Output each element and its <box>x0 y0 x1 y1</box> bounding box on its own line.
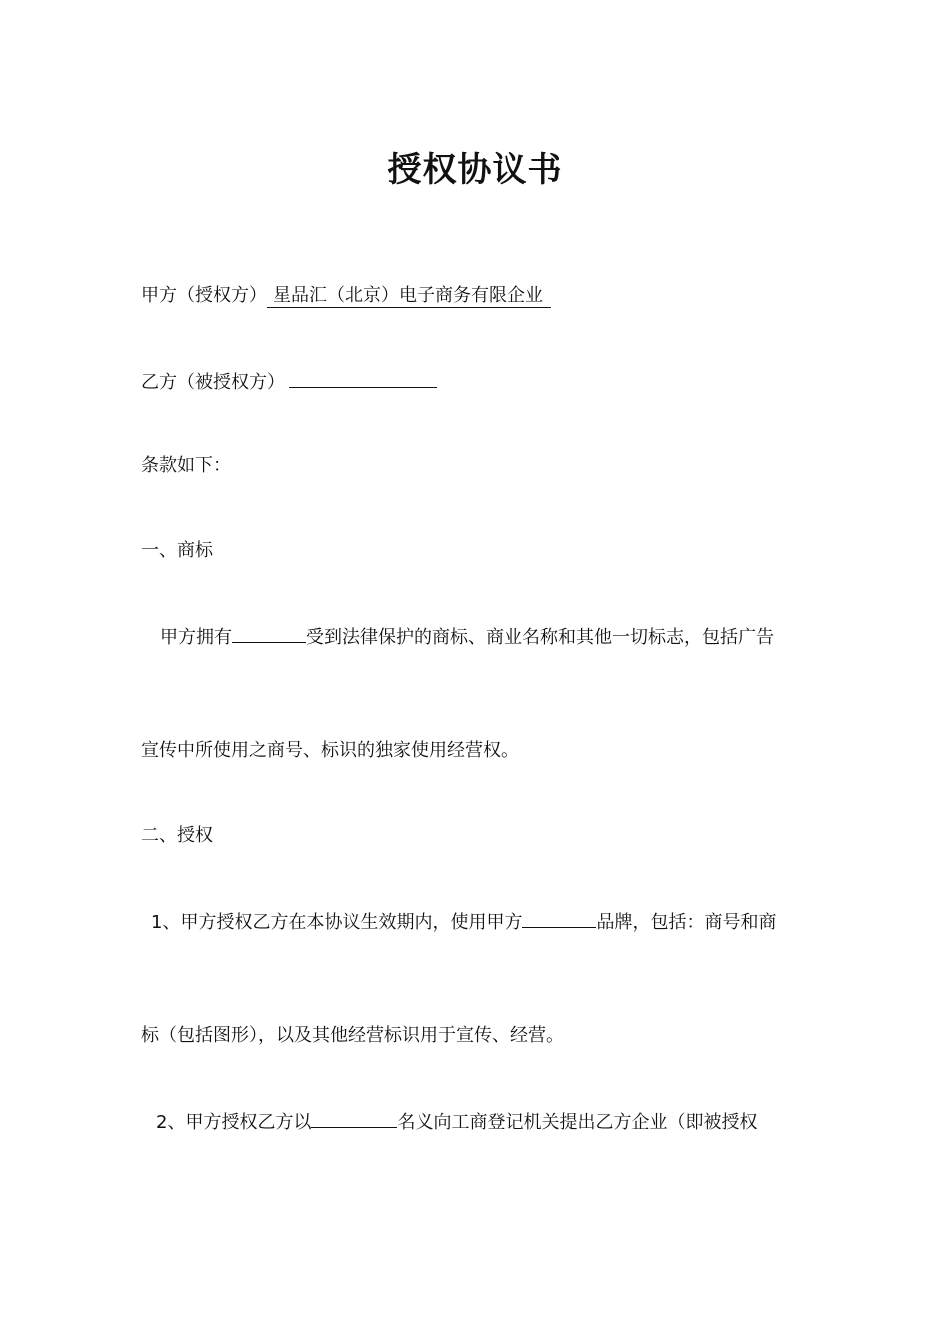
party-a-label: 甲方（授权方） <box>141 285 267 306</box>
section2-item2-line1 <box>156 1109 757 1135</box>
section2-item1-line2: 标（包括图形），以及其他经营标识用于宣传、经营。 <box>141 1025 564 1046</box>
brand-blank <box>522 909 596 928</box>
section1-text-a: 甲方拥有 <box>160 627 232 648</box>
party-b-line <box>141 369 437 395</box>
name-blank <box>311 1109 397 1128</box>
section2-item1-text-a: 1、甲方授权乙方在本协议生效期内，使用甲方 <box>151 912 523 933</box>
section2-item1-line1 <box>151 909 776 935</box>
document-title: 授权协议书 <box>387 150 563 190</box>
section2-item2-text-b: 名义向工商登记机关提出乙方企业（即被授权 <box>397 1112 758 1133</box>
party-a-line <box>141 284 551 308</box>
terms-intro: 条款如下： <box>141 455 231 476</box>
trademark-owner-blank <box>232 624 306 643</box>
section1-heading: 一、商标 <box>141 540 213 561</box>
section2-heading: 二、授权 <box>141 825 213 846</box>
section2-item2-text-a: 2、甲方授权乙方以 <box>156 1112 312 1133</box>
party-a-value: 星品汇（北京）电子商务有限企业 <box>267 285 551 308</box>
party-b-label: 乙方（被授权方） <box>141 372 285 393</box>
section1-text-b: 受到法律保护的商标、商业名称和其他一切标志，包括广告 <box>306 627 774 648</box>
section1-paragraph-line1 <box>160 624 774 650</box>
party-b-blank <box>289 369 437 388</box>
section2-item1-text-b: 品牌，包括：商号和商 <box>596 912 777 933</box>
section1-paragraph-line2: 宣传中所使用之商号、标识的独家使用经营权。 <box>141 740 519 761</box>
